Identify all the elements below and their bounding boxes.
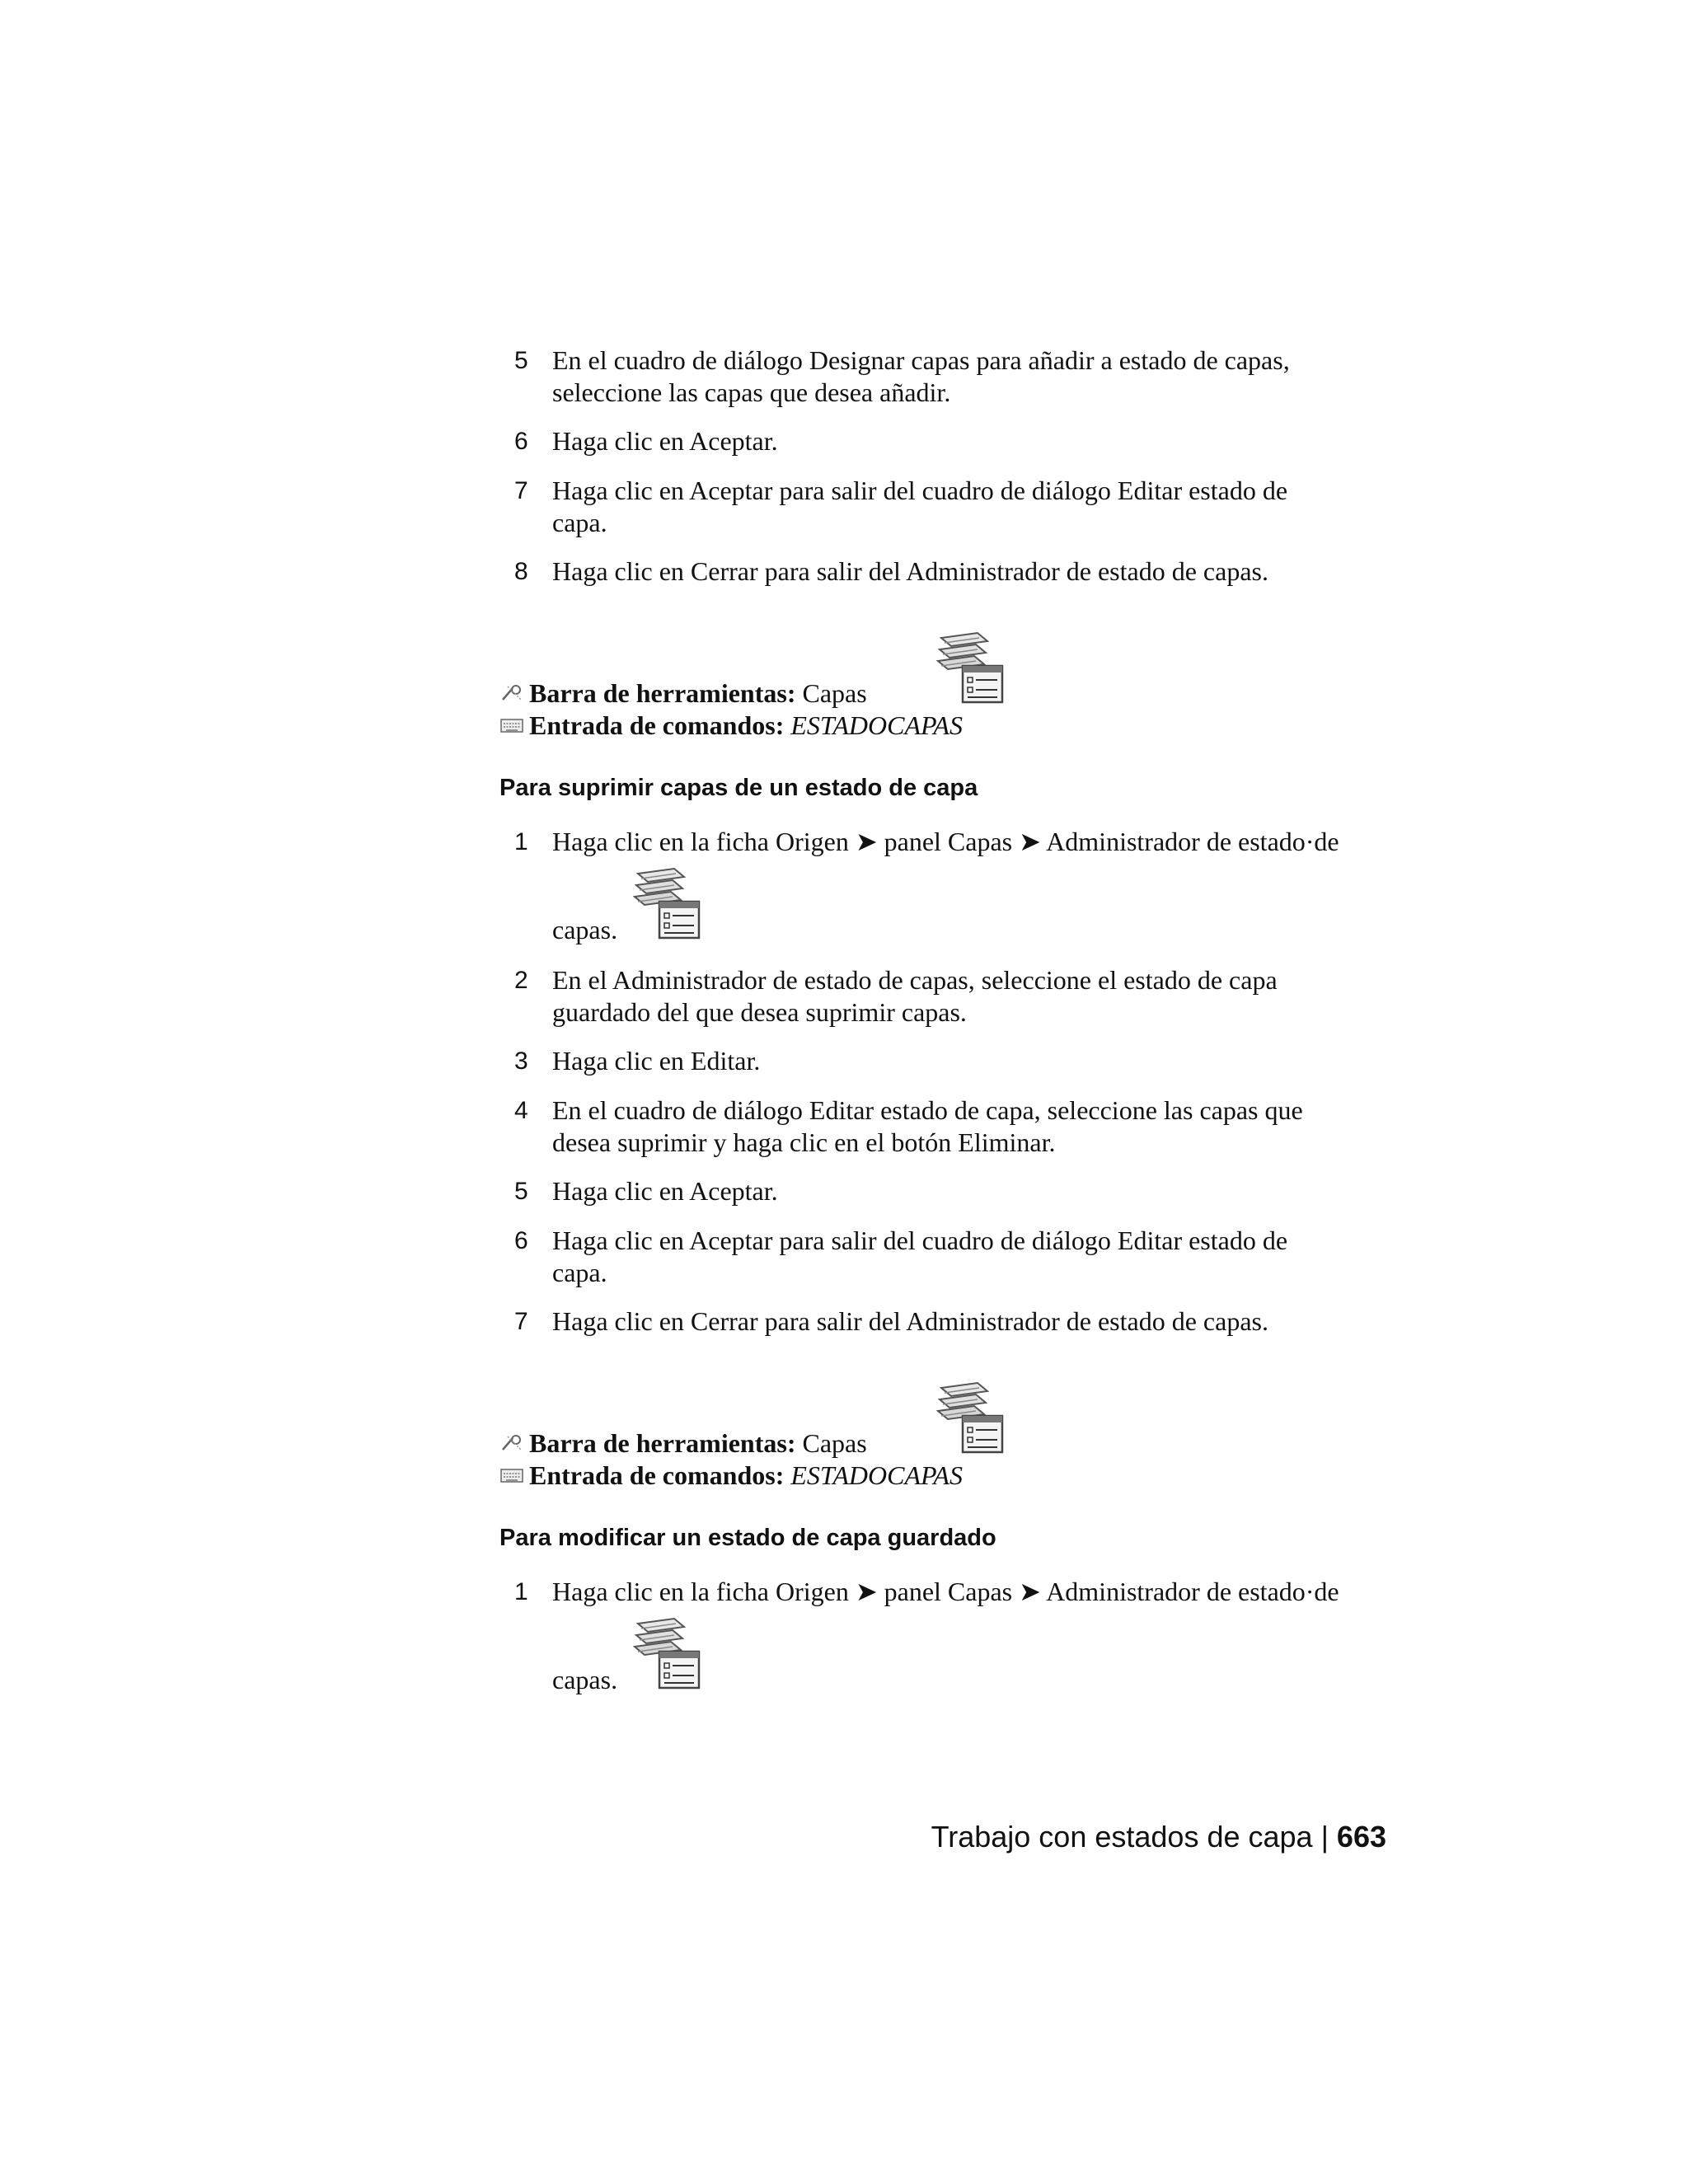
step-text: guardado del que desea suprimir capas. <box>552 997 967 1027</box>
toolbar-value: Capas <box>802 678 867 708</box>
step-text: En el Administrador de estado de capas, seleccione el estado de capa <box>552 965 1278 995</box>
step-number: 7 <box>514 1308 528 1335</box>
layer-state-manager-icon <box>930 1380 1006 1459</box>
step-text: Haga clic en Aceptar. <box>552 426 778 456</box>
step-text: capas. <box>552 915 618 944</box>
section-heading: Para suprimir capas de un estado de capa <box>499 775 978 801</box>
step-number: 1 <box>514 828 528 855</box>
toolbar-reference <box>529 678 867 709</box>
step-text: Haga clic en Aceptar para salir del cuadro de diálogo Editar estado de <box>552 1226 1288 1255</box>
keyboard-icon <box>499 715 524 735</box>
keyboard-icon <box>499 1465 524 1485</box>
step-text: Haga clic en Aceptar. <box>552 1176 778 1206</box>
step-number: 2 <box>514 967 528 994</box>
section-heading: Para modificar un estado de capa guardado <box>499 1525 996 1551</box>
layer-state-manager-icon <box>626 1615 702 1694</box>
command-reference <box>529 710 963 741</box>
step-number: 8 <box>514 558 528 585</box>
step-number: 4 <box>514 1097 528 1124</box>
step-text: En el cuadro de diálogo Designar capas para añadir a estado de capas, <box>552 345 1290 375</box>
step-text: Haga clic en Cerrar para salir del Administrador de estado de capas. <box>552 1306 1268 1336</box>
layer-state-manager-icon <box>930 630 1006 709</box>
toolbar-reference <box>529 1428 867 1459</box>
step-text: capa. <box>552 508 607 537</box>
command-value: ESTADOCAPAS <box>790 1460 963 1490</box>
step-text: Haga clic en Cerrar para salir del Administrador de estado de capas. <box>552 556 1268 586</box>
command-label: Entrada de comandos: <box>529 710 785 740</box>
layer-state-manager-icon <box>626 865 702 944</box>
footer-separator: | <box>1320 1820 1329 1854</box>
step-text: Haga clic en la ficha Origen ➤ panel Capas ➤ Administrador de estado·de <box>552 827 1339 856</box>
command-reference <box>529 1460 963 1491</box>
step-text: Haga clic en la ficha Origen ➤ panel Capas ➤ Administrador de estado·de <box>552 1577 1339 1606</box>
step-number: 5 <box>514 1178 528 1205</box>
step-number: 7 <box>514 477 528 504</box>
page-footer <box>931 1820 1386 1854</box>
step-text: En el cuadro de diálogo Editar estado de capa, seleccione las capas que <box>552 1095 1303 1125</box>
footer-title: Trabajo con estados de capa <box>931 1820 1313 1854</box>
step-text: seleccione las capas que desea añadir. <box>552 377 951 407</box>
step-text: capas. <box>552 1665 618 1694</box>
step-number: 3 <box>514 1047 528 1075</box>
toolbar-value: Capas <box>802 1428 867 1458</box>
step-number: 6 <box>514 428 528 455</box>
command-value: ESTADOCAPAS <box>790 710 963 740</box>
toolbar-icon <box>499 1433 524 1453</box>
step-text: capa. <box>552 1258 607 1287</box>
step-text: Haga clic en Aceptar para salir del cuadro de diálogo Editar estado de <box>552 476 1288 505</box>
step-number: 5 <box>514 347 528 374</box>
step-text: Haga clic en Editar. <box>552 1046 761 1076</box>
toolbar-label: Barra de herramientas: <box>529 678 796 708</box>
step-number: 6 <box>514 1227 528 1254</box>
toolbar-icon <box>499 683 524 703</box>
toolbar-label: Barra de herramientas: <box>529 1428 796 1458</box>
step-text: desea suprimir y haga clic en el botón Eliminar. <box>552 1127 1056 1157</box>
step-number: 1 <box>514 1578 528 1605</box>
command-label: Entrada de comandos: <box>529 1460 785 1490</box>
page-number: 663 <box>1336 1820 1386 1854</box>
